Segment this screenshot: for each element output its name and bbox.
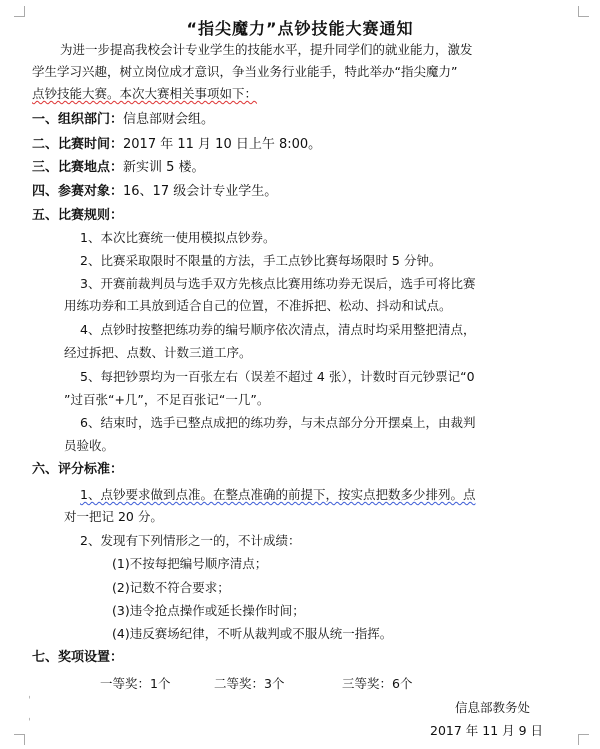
section-organizer <box>32 112 214 128</box>
rule-2: 2、比赛采取限时不限量的方法，手工点钞比赛每场限时 5 分钟。 <box>80 253 442 268</box>
rule-5-line-1: 5、每把钞票均为一百张左右（误差不超过 4 张），计数时百元钞票记“0 <box>80 369 475 384</box>
prize-second: 二等奖：3个 <box>214 676 285 691</box>
section-participants-label: 四、参赛对象： <box>32 184 124 199</box>
scoring-1-line-1 <box>80 487 475 503</box>
section-venue <box>32 160 205 176</box>
document-title: “指尖魔力”点钞技能大赛通知 <box>186 19 414 38</box>
section-time-value: 2017 年 11 月 10 日上午 8:00。 <box>123 137 322 152</box>
paragraph-mark: ˌ <box>28 711 31 722</box>
section-participants <box>32 184 277 200</box>
scoring-1-line-1-text: 1、点钞要求做到点准。在整点准确的前提下，按实点把数多少排列。点 <box>80 487 476 502</box>
section-organizer-value: 信息部财会组。 <box>123 112 215 127</box>
signature-org: 信息部教务处 <box>455 700 531 715</box>
intro-line-2: 学生学习兴趣，树立岗位成才意识，争当业务行业能手，特此举办“指尖魔力” <box>32 64 458 79</box>
rule-4-line-1: 4、点钞时按整把练功券的编号顺序依次清点，清点时均采用整把清点， <box>80 322 476 337</box>
scoring-1-line-2: 对一把记 20 分。 <box>64 509 163 524</box>
section-scoring-heading: 六、评分标准： <box>32 462 124 477</box>
section-prizes-heading: 七、奖项设置： <box>32 650 124 665</box>
section-venue-value: 新实训 5 楼。 <box>123 160 205 175</box>
rule-4-line-2: 经过拆把、点数、计数三道工序。 <box>64 345 252 360</box>
rule-6-line-2: 员验收。 <box>64 438 115 453</box>
prize-third: 三等奖：6个 <box>342 676 413 691</box>
scoring-item-2: (2)记数不符合要求； <box>112 580 230 595</box>
intro-line-3 <box>32 86 257 102</box>
intro-line-3-text: 点钞技能大赛。本次大赛相关事项如下： <box>32 86 258 101</box>
scoring-item-1: (1)不按每把编号顺序清点； <box>112 556 268 571</box>
scoring-2: 2、发现有下列情形之一的，不计成绩： <box>80 533 301 548</box>
scoring-item-3: (3)违令抢点操作或延长操作时间； <box>112 603 305 618</box>
prize-first: 一等奖：1个 <box>100 676 171 691</box>
intro-line-1: 为进一步提高我校会计专业学生的技能水平，提升同学们的就业能力，激发 <box>60 42 473 57</box>
rule-1: 1、本次比赛统一使用模拟点钞券。 <box>80 230 276 245</box>
rule-3-line-2: 用练功券和工具放到适合自己的位置，不准拆把、松动、抖动和试点。 <box>64 298 452 313</box>
paragraph-mark: ˌ <box>28 689 31 700</box>
scoring-item-4: (4)违反赛场纪律，不听从裁判或不服从统一指挥。 <box>112 626 393 641</box>
section-rules-heading: 五、比赛规则： <box>32 208 124 223</box>
section-venue-label: 三、比赛地点： <box>32 160 124 175</box>
rule-6-line-1: 6、结束时，选手已整点成把的练功券，与未点部分分开摆桌上，由裁判 <box>80 415 476 430</box>
section-time-label: 二、比赛时间： <box>32 137 124 152</box>
rule-5-line-2: ”过百张“+几”，不足百张记“一几”。 <box>64 392 270 407</box>
crop-mark-bottom-left <box>14 734 25 745</box>
section-participants-value: 16、17 级会计专业学生。 <box>123 184 278 199</box>
section-organizer-label: 一、组织部门： <box>32 112 124 127</box>
signature-date: 2017 年 11 月 9 日 <box>430 723 544 738</box>
section-time <box>32 137 321 153</box>
rule-3-line-1: 3、开赛前裁判员与选手双方先核点比赛用练功券无误后，选手可将比赛 <box>80 276 476 291</box>
crop-mark-bottom-right <box>578 734 589 745</box>
